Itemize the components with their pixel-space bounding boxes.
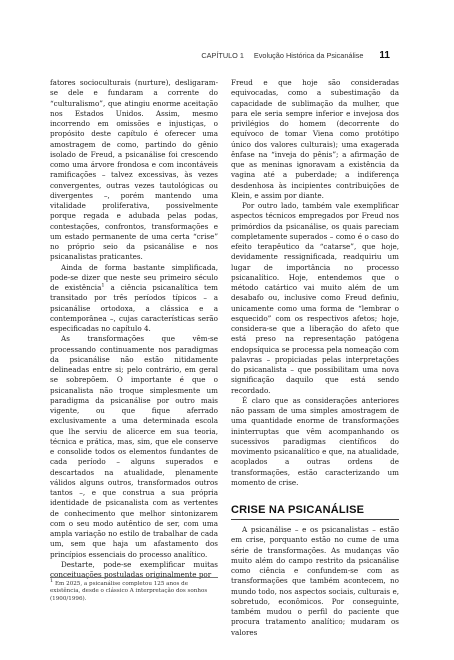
paragraph: [50, 263, 218, 335]
right-column: [231, 78, 399, 488]
paragraph: fatores socioculturais (nurture), desligaram-se dele e fundaram a corrente do “culturalismo”, que atingiu enorme aceitação nos Estados Unidos. Assim, mesmo incorrendo em omissões e injustiças, o propósito deste capítulo é oferecer uma amostragem de como, partindo do gênio isolado de Freud, a psicanálise foi crescendo como uma árvore frondosa e com incontáveis ramificações – talvez excessivas, às vezes convergentes, outras vezes tautológicas ou divergentes –, porém mantendo uma vitalidade proliferativa, possivelmente porque regada e adubada pelas podas, contestações, confrontos, transformações e um estado permanente de uma certa “crise” no próprio seio da psicanálise e nos psicanalistas praticantes.: [50, 78, 218, 262]
paragraph-text: a ciência psicanalítica tem transitado por três períodos típicos – a psicanálise ortodoxa, a clássica e a contemporânea –, cujas características serão especificadas no capítulo 4.: [50, 283, 218, 333]
paragraph: A psicanálise – e os psicanalistas – estão em crise, porquanto estão no cume de uma série de transformações. As mudanças vão muito além do campo restrito da psicanálise como ciência e confundem-se com as transformações que também acontecem, no mundo todo, nos aspectos sociais, culturais e, sobretudo, econômicos. Por conseguinte, também mudou o perfil do paciente que procura tratamento analítico; mudaram os valores: [231, 525, 399, 637]
page-number: 11: [379, 50, 390, 61]
footnote-text: Em 2025, a psicanálise completou 125 anos de existência, desde o clássico A interpretação dos sonhos (1900/1996).: [50, 581, 208, 602]
footnote-number: 1: [50, 578, 54, 585]
paragraph: Destarte, pode-se exemplificar muitas conceituações postuladas originalmente por: [50, 559, 218, 579]
chapter-title: Evolução Histórica da Psicanálise: [253, 51, 364, 60]
paragraph-text: Ainda de forma bastante simplificada, pode-se dizer que neste seu primeiro século de existência: [50, 262, 218, 292]
paragraph: As transformações que vêm-se processando continuamente nos paradigmas da psicanálise não estão nitidamente delineadas entre si; pelo contrário, em geral se sobrepõem. O importante é que o psicanalista não troque simplesmente um paradigma da psicanálise por outro mais vigente, ou que fique aferrado exclusivamente a uma determinada escola que lhe serviu de alicerce em sua teoria, técnica e prática, mas, sim, que ele conserve e consolide todos os elementos fundantes de cada período – alguns superados e descartados na atualidade, plenamente válidos alguns outros, transformados outros tantos –, e que construa a sua própria identidade de psicanalista com as vertentes de conhecimento que melhor sintonizarem com o seu modo autêntico de ser, com uma ampla variação no estilo de trabalhar de cada um, sem que haja um afastamento dos princípios essenciais do processo analítico.: [50, 334, 218, 559]
running-header: [201, 50, 390, 61]
footnote-marker[interactable]: 1: [101, 282, 105, 289]
right-column-section-body: [231, 525, 399, 638]
paragraph: Por outro lado, também vale exemplificar aspectos técnicos empregados por Freud nos primórdios da psicanálise, os quais pareciam completamente superados – como é o caso do efeito terapêutico da “catarse”, que hoje, devidamente ressignificada, readquiriu um lugar de importância no processo psicanalítico. Hoje, entendemos que o método catártico vai muito além de um desabafo ou, inclusive como Freud definiu, unicamente como uma forma de “lembrar o esquecido” com os respectivos afetos; hoje, considera-se que a liberação do afeto que está preso na representação patógena endopsíquica se processa pela nomeação com palavras – propiciadas pelas interpretações do psicanalista – que possibilitam uma nova significação daquilo que está sendo recordado.: [231, 201, 399, 395]
paragraph: É claro que as considerações anteriores não passam de uma simples amostragem de uma quantidade enorme de transformações ininterruptas que vêm acompanhando os sucessivos paradigmas científicos do movimento psicanalítico e que, na atualidade, acoplados a outras ordens de transformações, estão caracterizando um momento de crise.: [231, 395, 399, 487]
section-heading: CRISE NA PSICANÁLISE: [231, 504, 399, 520]
left-column: [50, 78, 218, 580]
chapter-label: CAPÍTULO 1: [201, 51, 244, 60]
paragraph: Freud e que hoje são consideradas equivocadas, como a subestimação da capacidade de sublimação da mulher, que para ele seria sempre inferior e invejosa dos privilégios do homem (decorrente do equívoco de tomar Viena como protótipo único dos valores culturais); uma exagerada ênfase na “inveja do pênis”; a afirmação de que as meninas ignoravam a existência da vagina até a puberdade; a indiferença desdenhosa às incipientes contribuições de Klein, e assim por diante.: [231, 78, 399, 200]
footnote: [50, 577, 218, 603]
